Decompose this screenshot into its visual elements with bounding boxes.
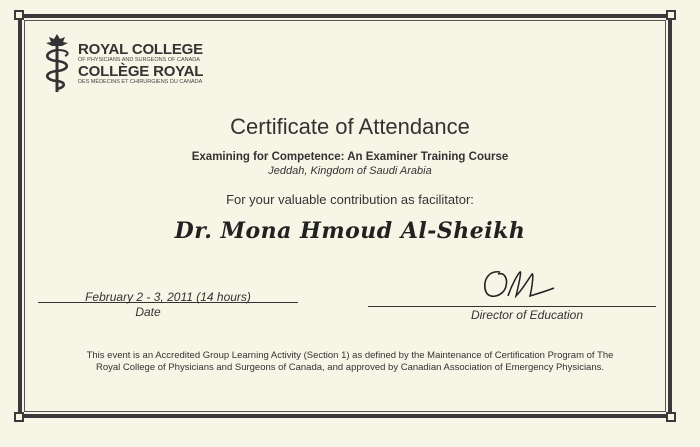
logo-title-french: COLLÈGE ROYAL [78, 63, 204, 80]
corner-ornament-top-left [14, 10, 24, 20]
director-signature-icon [478, 266, 558, 302]
royal-college-logo [40, 32, 240, 98]
logo-subtitle-english: OF PHYSICIANS AND SURGEONS OF CANADA [78, 57, 200, 63]
caduceus-crest-icon [40, 32, 74, 94]
date-value: February 2 - 3, 2011 (14 hours) [85, 290, 251, 304]
course-name: Examining for Competence: An Examiner Training Course [191, 151, 509, 163]
contribution-statement: For your valuable contribution as facilitator: [226, 192, 474, 207]
recipient-name: Dr. Mona Hmoud Al-Sheikh [174, 218, 526, 244]
footnote-line-2: Royal College of Physicians and Surgeons of Canada, and approved by Canadian Association of Emergency Physicians. [95, 362, 605, 373]
corner-ornament-bottom-right [666, 412, 676, 422]
signature-line [368, 306, 656, 307]
date-line [38, 302, 298, 303]
logo-title-english: ROYAL COLLEGE [78, 41, 203, 58]
corner-ornament-top-right [666, 10, 676, 20]
corner-ornament-bottom-left [14, 412, 24, 422]
director-label: Director of Education [470, 308, 584, 322]
course-location: Jeddah, Kingdom of Saudi Arabia [268, 165, 432, 177]
certificate-title: Certificate of Attendance [230, 114, 470, 139]
date-label: Date [135, 305, 161, 319]
footnote-line-1: This event is an Accredited Group Learning Activity (Section 1) as defined by the Maintenance of Certification Program of The [86, 350, 614, 361]
logo-subtitle-french: DES MÉDECINS ET CHIRURGIENS DU CANADA [78, 79, 203, 85]
accreditation-footnote [30, 350, 670, 374]
